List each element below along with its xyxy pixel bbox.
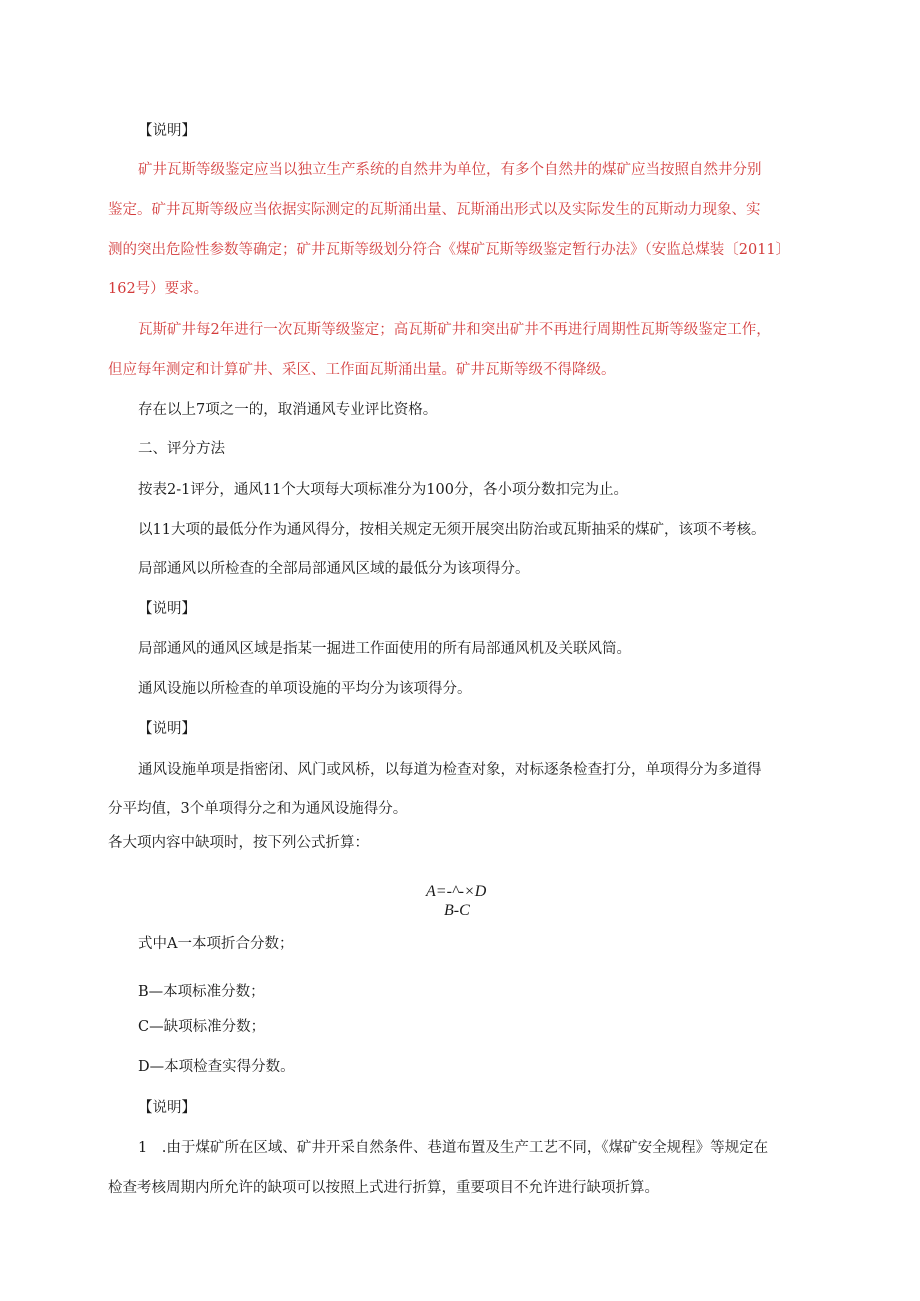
paragraph-line: 通风设施单项是指密闭、风门或风桥，以每道为检查对象，对标逐条检查打分，单项得分为多道得 <box>138 762 762 778</box>
note-label: 【说明】 <box>138 1100 196 1116</box>
note-label: 【说明】 <box>138 721 196 737</box>
note-label: 【说明】 <box>138 601 196 617</box>
red-paragraph-line: 但应每年测定和计算矿井、采区、工作面瓦斯涌出量。矿井瓦斯等级不得降级。 <box>108 362 616 378</box>
red-paragraph-line: 162号）要求。 <box>108 281 209 297</box>
note-label: 【说明】 <box>138 123 196 139</box>
red-paragraph-line: 测的突出危险性参数等确定；矿井瓦斯等级划分符合《煤矿瓦斯等级鉴定暂行办法》（安监总煤装〔2011〕 <box>108 242 791 258</box>
paragraph-line: 检查考核周期内所允许的缺项可以按照上式进行折算，重要项目不允许进行缺项折算。 <box>108 1180 659 1196</box>
paragraph: 局部通风的通风区域是指某一掘进工作面使用的所有局部通风机及关联风筒。 <box>138 641 631 657</box>
formula-denominator: B-C <box>444 902 470 919</box>
paragraph: 存在以上7项之一的，取消通风专业评比资格。 <box>138 402 438 418</box>
definition: 式中A一本项折合分数； <box>138 936 294 952</box>
paragraph: 以11大项的最低分作为通风得分，按相关规定无须开展突出防治或瓦斯抽采的煤矿，该项不考核。 <box>138 522 766 538</box>
definition: B—本项标准分数； <box>138 984 265 1000</box>
section-heading: 二、评分方法 <box>138 441 225 457</box>
definition: C—缺项标准分数； <box>138 1019 266 1035</box>
paragraph: 按表2-1评分，通风11个大项每大项标准分为100分，各小项分数扣完为止。 <box>138 482 628 498</box>
red-paragraph-line: 鉴定。矿井瓦斯等级应当依据实际测定的瓦斯涌出量、瓦斯涌出形式以及实际发生的瓦斯动力现象、实 <box>108 202 761 218</box>
paragraph-line: 分平均值，3个单项得分之和为通风设施得分。 <box>108 801 408 817</box>
red-paragraph-line: 瓦斯矿井每2年进行一次瓦斯等级鉴定；高瓦斯矿井和突出矿井不再进行周期性瓦斯等级鉴定工作， <box>138 322 771 338</box>
formula-numerator: A=-^-×D <box>426 883 487 900</box>
paragraph: 局部通风以所检查的全部局部通风区域的最低分为该项得分。 <box>138 561 530 577</box>
paragraph: 通风设施以所检查的单项设施的平均分为该项得分。 <box>138 681 472 697</box>
paragraph: 各大项内容中缺项时，按下列公式折算： <box>108 835 369 851</box>
paragraph-line: 1 .由于煤矿所在区域、矿井开采自然条件、巷道布置及生产工艺不同，《煤矿安全规程》等规定在 <box>138 1140 769 1156</box>
definition: D—本项检查实得分数。 <box>138 1059 295 1075</box>
red-paragraph-line: 矿井瓦斯等级鉴定应当以独立生产系统的自然井为单位，有多个自然井的煤矿应当按照自然井分别 <box>138 162 762 178</box>
